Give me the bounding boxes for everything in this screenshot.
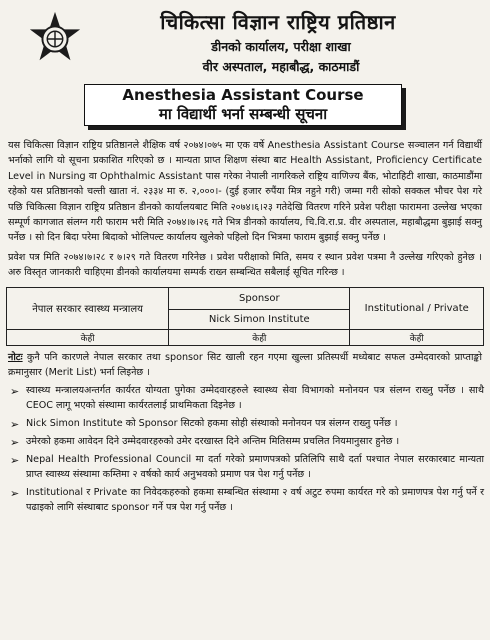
table-cell: केही	[350, 329, 484, 345]
list-item: ➢ स्वास्थ्य मन्त्रालयअन्तर्गत कार्यरत योग्यता पुगेका उम्मेदवारहरुले स्वास्थ्य सेवा विभागको मनोनयन पत्र संलग्न राख्नु पर्नेछ । साथै CEOC लागू भएको संस्थामा कार्यरतलाई प्राथमिकता दिइनेछ ।	[10, 384, 484, 411]
table-cell: केही	[169, 329, 350, 345]
notice-paragraph-2: प्रवेश पत्र मिति २०७४।७।२८ र ७।२९ गते वितरण गरिनेछ । प्रवेश परीक्षाको मिति, समय र स्थान प्रवेश पत्रमा नै उल्लेख गरिएको हुनेछ । अरु विस्तृत जानकारी चाहिएमा डीनको कार्यालयमा सम्पर्क राख्न सम्बन्धित सबैलाई सूचित गरिन्छ ।	[8, 251, 482, 279]
arrow-bullet-icon: ➢	[10, 453, 20, 467]
organization-name: चिकित्सा विज्ञान राष्ट्रिय प्रतिष्ठान	[160, 10, 396, 34]
letterhead	[6, 4, 484, 82]
note-text: कुनै पनि कारणले नेपाल सरकार तथा sponsor सिट खाली रहन गएमा खुल्ला प्रतिस्पर्धी मध्येबाट सफल उम्मेदवारको प्राप्ताङ्को क्रमानुसार (Merit List) भर्ना लिइनेछ ।	[8, 351, 482, 378]
list-item: ➢ Nepal Health Professional Council मा दर्ता गरेको प्रमाणपत्रको प्रतिलिपि साथै दर्ता पश्चात नेपाल सरकारबाट मान्यता प्राप्त स्वास्थ्य संस्थामा कम्तिमा २ वर्षको कार्य अनुभवको प्रमाण पत्र पेश गर्नु पर्नेछ ।	[10, 453, 484, 480]
seat-allocation-table	[6, 287, 484, 346]
notice-title: मा विद्यार्थी भर्ना सम्बन्धी सूचना	[158, 105, 328, 123]
table-header-institutional: Institutional / Private	[350, 287, 484, 329]
notice-banner	[84, 84, 406, 130]
table-subheader-sponsor-name: Nick Simon Institute	[169, 309, 350, 329]
table-row	[7, 329, 484, 345]
office-name: डीनको कार्यालय, परीक्षा शाखा	[211, 39, 351, 54]
table-cell: केही	[7, 329, 169, 345]
note-label: नोटः	[8, 351, 23, 363]
arrow-bullet-icon: ➢	[10, 435, 20, 449]
arrow-bullet-icon: ➢	[10, 417, 20, 431]
list-item: ➢ Nick Simon Institute को Sponsor सिटको हकमा सोही संस्थाको मनोनयन पत्र संलग्न राख्नु पर्नेछ ।	[10, 417, 398, 431]
office-address: वीर अस्पताल, महाबौद्ध, काठमाडौं	[202, 59, 360, 74]
list-item: ➢ Institutional र Private का निवेदकहरुको हकमा सम्बन्धित संस्थामा २ वर्ष अटुट रुपमा कार्यरत गरे को प्रमाणपत्र पेश गर्नु पर्ने र पढाइको लागि संस्थाबाट sponsor गर्ने पत्र पेश गर्नु पर्नेछ ।	[10, 486, 484, 513]
notice-paragraph-1: यस चिकित्सा विज्ञान राष्ट्रिय प्रतिष्ठानले शैक्षिक वर्ष २०७४।०७५ मा एक वर्षे Anesthesia Assistant Course सञ्चालन गर्न विद्यार्थी भर्नाको लागि यो सूचना प्रकाशित गरिएको छ । मान्यता प्राप्त शिक्षण संस्था बाट Health Assistant, Proficiency Certificate Level in Nursing वा Ophthalmic Assistant पास गरेका नेपाली नागरिकले राष्ट्रिय वाणिज्य बैंक, भोटाहिटी शाखा, काठमाडौंमा रहेको यस प्रतिष्ठानको चल्ती खाता नं. २३३४ मा रु. २,०००।- (दुई हजार रुपैंया मित्र नहुने गरी) जम्मा गरी सोको सक्कल भौचर पेश गरे पछि चिकित्सा विज्ञान राष्ट्रिय प्रतिष्ठान डीनको कार्यालयबाट मिति २०७४।६।२३ गतेदेखि वितरण गरिने प्रवेश परीक्षा फारामना उल्लेख भएका सम्पूर्ण कागजात संलग्न गरी फाराम भरी मिति २०७४।७।२६ गते भित्र डीनको कार्यालय, चि.वि.रा.प्र. वीर अस्पताल, महाबौद्धमा बुझाई सक्नु पर्नेछ । सो दिन बिदा परेमा बिदाको भोलिपल्ट कार्यालय खुलेको पहिलो दिन भित्रमा फाराम बुझाई सक्नु पर्नेछ ।	[8, 140, 482, 244]
table-header-government: नेपाल सरकार स्वास्थ्य मन्त्रालय	[7, 287, 169, 329]
note-paragraph	[6, 350, 484, 380]
table-header-sponsor: Sponsor	[169, 287, 350, 309]
course-title: Anesthesia Assistant Course	[122, 86, 364, 104]
arrow-bullet-icon: ➢	[10, 486, 20, 500]
list-item: ➢ उमेरको हकमा आवेदन दिने उम्मेदवारहरुको उमेर दरखास्त दिने अन्तिम मितिसम्म प्रचलित नियमानुसार हुनेछ ।	[10, 435, 400, 449]
requirements-list	[6, 383, 484, 515]
institution-emblem-icon	[26, 10, 84, 68]
arrow-bullet-icon: ➢	[10, 384, 20, 398]
